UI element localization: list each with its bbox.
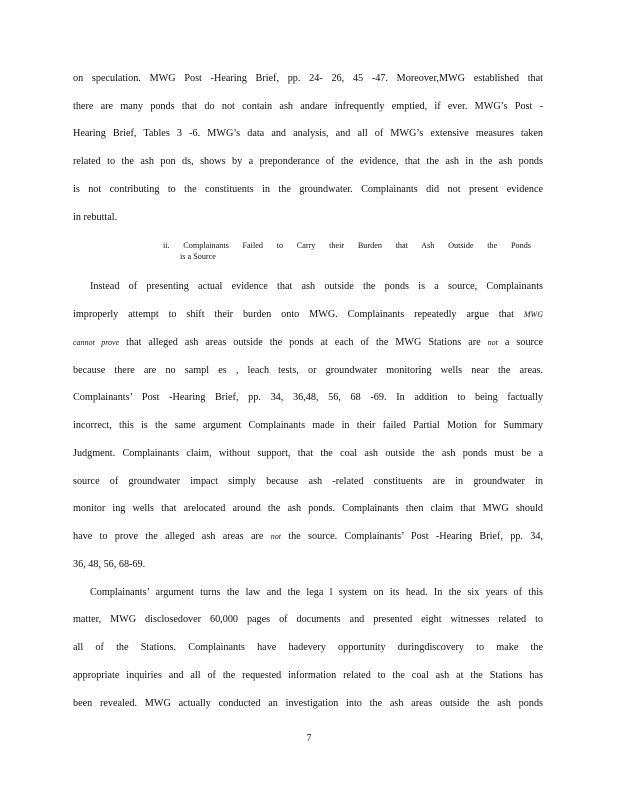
text-line: Hearing Brief, Tables 3 -6. MWG’s data and analysis, and all of MWG’s extensive measures taken — [73, 128, 543, 139]
text-line: appropriate inquiries and all of the requested information related to the coal ash at the Stations has — [73, 670, 543, 681]
text-line — [73, 365, 543, 377]
text-run: Judgment. Complainants claim, without support, that the coal ash outside the ash ponds must be a — [73, 448, 543, 459]
text-line — [73, 337, 543, 349]
italic-run: not — [487, 338, 498, 347]
text-line — [73, 503, 543, 515]
text-line — [73, 448, 543, 460]
text-line — [90, 281, 543, 293]
text-line: all of the Stations. Complainants have hadevery opportunity duringdiscovery to make the — [73, 642, 543, 653]
text-line: Complainants’ argument turns the law and the lega l system on its head. In the six years of this — [90, 587, 543, 598]
text-run: 36, 48, 56, 68-69. — [73, 559, 146, 570]
text-line — [73, 420, 543, 432]
text-line: matter, MWG disclosedover 60,000 pages of documents and presented eight witnesses related to — [73, 614, 543, 625]
text-run: incorrect, this is the same argument Complainants made in their failed Partial Motion for Summary — [73, 420, 543, 431]
italic-run: not — [270, 532, 281, 541]
text-run: have to prove the alleged ash areas are — [73, 531, 271, 542]
text-line — [73, 392, 543, 404]
text-run: a source — [497, 337, 543, 348]
page-number: 7 — [306, 733, 312, 744]
text-line — [73, 476, 543, 488]
text-run: Instead of presenting actual evidence that ash outside the ponds is a source, Complainants — [90, 281, 543, 292]
text-line — [73, 559, 543, 571]
text-run: improperly attempt to shift their burden onto MWG. Complainants repeatedly argue that — [73, 309, 524, 320]
text-line: is not contributing to the constituents in the groundwater. Complainants did not present evidence — [73, 184, 543, 195]
text-line — [73, 309, 543, 321]
text-line: related to the ash pon ds, shows by a preponderance of the evidence, that the ash in the ash ponds — [73, 156, 543, 167]
text-run: the source. Complainants’ Post -Hearing Brief, pp. 34, — [280, 531, 543, 542]
text-run: Complainants’ Post -Hearing Brief, pp. 34, 36,48, 56, 68 -69. In addition to being factually — [73, 392, 543, 403]
section-heading — [163, 240, 531, 262]
text-run: monitor ing wells that arelocated around the ash ponds. Complainants then claim that MWG should — [73, 503, 543, 514]
text-run: source of groundwater impact simply because ash -related constituents are in groundwater in — [73, 476, 543, 487]
text-run: because there are no sampl es , leach tests, or groundwater monitoring wells near the areas. — [73, 365, 543, 376]
text-line: been revealed. MWG actually conducted an investigation into the ash areas outside the ash ponds — [73, 698, 543, 709]
text-run: that alleged ash areas outside the ponds at each of the MWG Stations are — [119, 337, 488, 348]
text-line: in rebuttal. — [73, 212, 118, 223]
italic-run: MWG — [523, 310, 543, 319]
text-line: there are many ponds that do not contain ash andare infrequently emptied, if ever. MWG’s Post - — [73, 101, 543, 112]
section-heading-line: ii. Complainants Failed to Carry their Burden that Ash Outside the Ponds — [163, 241, 531, 250]
section-heading-line: is a Source — [180, 252, 216, 261]
text-line: on speculation. MWG Post -Hearing Brief, pp. 24- 26, 45 -47. Moreover,MWG established that — [73, 73, 543, 84]
italic-run: cannot prove — [73, 338, 120, 347]
text-line — [73, 531, 543, 543]
